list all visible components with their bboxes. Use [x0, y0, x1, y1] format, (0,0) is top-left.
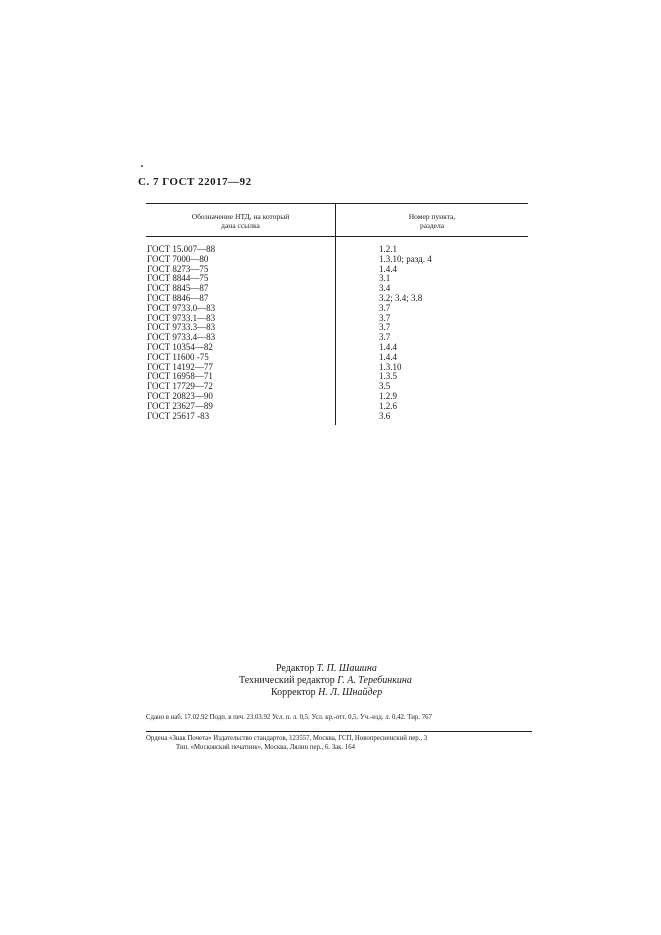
ntd-reference: ГОСТ 8846—87	[147, 292, 209, 303]
table-row	[146, 322, 528, 332]
table-body	[146, 244, 528, 420]
ntd-reference: ГОСТ 9733.0—83	[147, 302, 216, 313]
tech-editor-credit: Технический редактор Г. А. Теребинкина	[239, 675, 412, 686]
reference-table	[146, 203, 528, 425]
section-number: 1.2.1	[379, 244, 397, 254]
ntd-reference: ГОСТ 7000—80	[147, 253, 209, 264]
ntd-reference: ГОСТ 9733.3—83	[147, 322, 216, 333]
table-row	[146, 381, 528, 391]
table-row	[146, 244, 528, 254]
scan-mark	[141, 165, 143, 167]
table-row	[146, 352, 528, 362]
table-row	[146, 303, 528, 313]
ntd-reference: ГОСТ 17729—72	[147, 381, 213, 392]
section-number: 3.7	[379, 322, 391, 333]
column-header-document: Обозначение НТД, на который дана ссылка	[191, 212, 290, 230]
table-row	[146, 283, 528, 293]
ntd-reference: ГОСТ 10354—82	[147, 341, 213, 352]
table-top-rule	[146, 203, 528, 204]
imprint-rule	[146, 731, 532, 732]
table-row	[146, 273, 528, 283]
section-number: 1.4.4	[379, 341, 397, 352]
ntd-reference: ГОСТ 25617 -83	[147, 410, 210, 421]
section-number: 3.2; 3.4; 3.8	[379, 292, 423, 303]
section-number: 1.2.9	[379, 390, 397, 401]
table-row	[146, 371, 528, 381]
page-header: С. 7 ГОСТ 22017—92	[138, 176, 252, 188]
table-row	[146, 342, 528, 352]
section-number: 1.3.10; разд. 4	[379, 253, 432, 264]
table-row	[146, 254, 528, 264]
table-row	[146, 391, 528, 401]
ntd-reference: ГОСТ 8845—87	[147, 283, 209, 294]
section-number: 3.4	[379, 283, 391, 294]
section-number: 3.6	[379, 410, 391, 421]
proofreader-credit: Корректор Н. Л. Шнайдер	[271, 687, 383, 698]
ntd-reference: ГОСТ 14192—77	[147, 361, 213, 372]
publisher-text: Ордена «Знак Почета» Издательство стандартов, 123557, Москва, ГСП, Новопресненский пер., 3 Тип. «Московский печатник», Москва, Лялин пер., 6. Зак. 164	[146, 735, 428, 751]
ntd-reference: ГОСТ 8273—75	[147, 263, 209, 274]
table-row	[146, 362, 528, 372]
column-header-section: Номер пункта, раздела	[408, 212, 456, 230]
table-header-rule	[146, 236, 528, 237]
section-number: 1.2.6	[379, 400, 397, 411]
ntd-reference: ГОСТ 15.007—88	[147, 244, 216, 254]
section-number: 3.7	[379, 302, 391, 313]
table-row	[146, 293, 528, 303]
editor-credit: Редактор Т. П. Шашина	[276, 663, 377, 674]
ntd-reference: ГОСТ 11600 -75	[147, 351, 209, 362]
ntd-reference: ГОСТ 20823—90	[147, 390, 213, 401]
ntd-reference: ГОСТ 9733.4—83	[147, 332, 216, 343]
section-number: 3.5	[379, 381, 391, 392]
table-row	[146, 332, 528, 342]
ntd-reference: ГОСТ 9733.1—83	[147, 312, 216, 323]
table-row	[146, 411, 528, 421]
section-number: 3.7	[379, 312, 391, 323]
ntd-reference: ГОСТ 16958—71	[147, 371, 213, 382]
section-number: 1.4.4	[379, 351, 397, 362]
section-number: 3.1	[379, 273, 391, 284]
table-row	[146, 313, 528, 323]
section-number: 1.4.4	[379, 263, 397, 274]
imprint-text: Сдано в наб. 17.02.92 Подп. в печ. 23.03.92 Усл. п. л. 0,5. Усл. кр.-отт. 0,5. Уч.-изд. л. 0,42. Тир. 767	[146, 714, 432, 721]
ntd-reference: ГОСТ 8844—75	[147, 273, 209, 284]
section-number: 1.3.10	[379, 361, 402, 372]
ntd-reference: ГОСТ 23627—89	[147, 400, 213, 411]
section-number: 3.7	[379, 332, 391, 343]
table-row	[146, 401, 528, 411]
section-number: 1.3.5	[379, 371, 397, 382]
table-row	[146, 264, 528, 274]
